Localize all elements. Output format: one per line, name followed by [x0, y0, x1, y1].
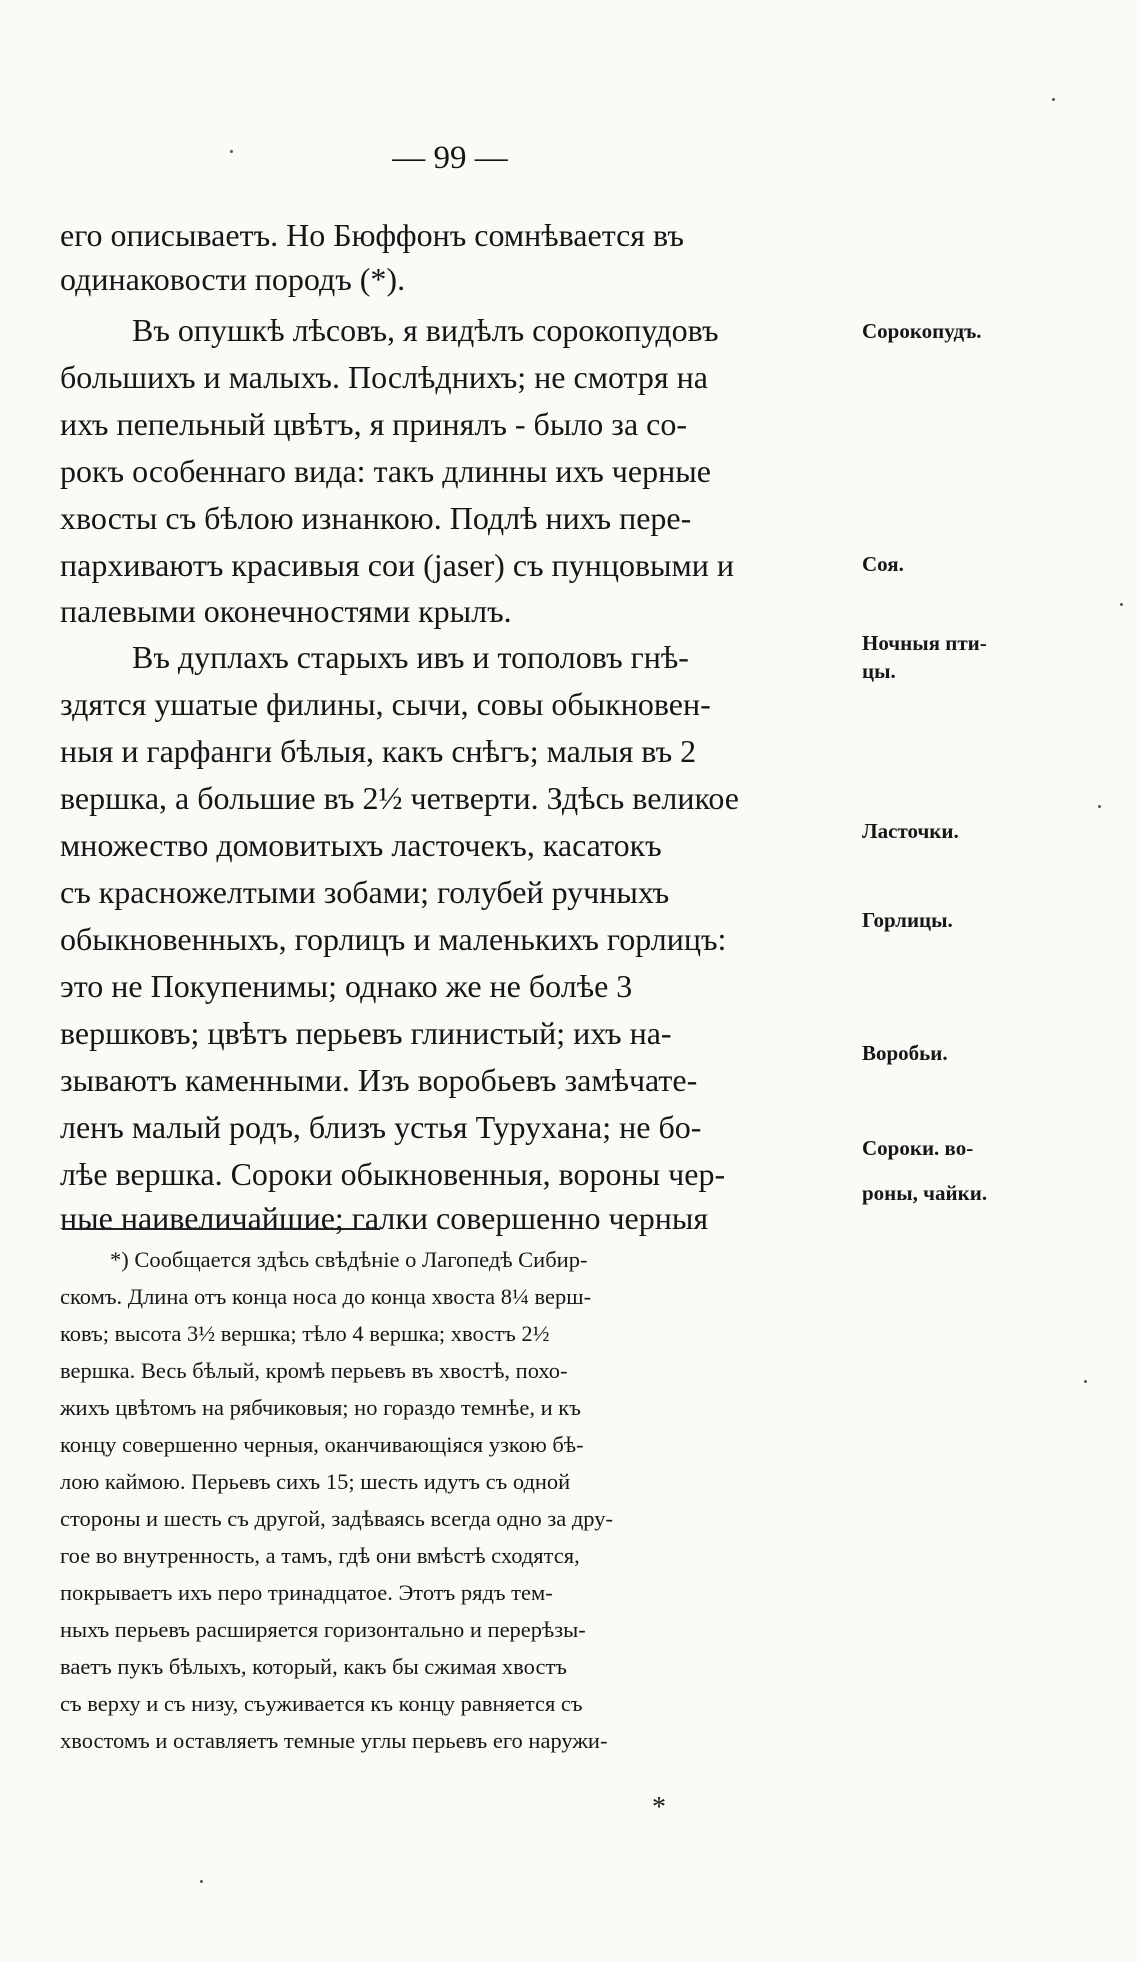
- paper-speck: [1120, 603, 1123, 606]
- body-line: ленъ малый родъ, близъ устья Турухана; не бо-: [60, 1109, 702, 1145]
- footnote-line: ныхъ перьевъ расширяется горизонтально и перерѣзы-: [60, 1617, 586, 1642]
- body-line: обыкновенныхъ, горлицъ и маленькихъ горлицъ:: [60, 921, 727, 957]
- paper-speck: [1052, 98, 1055, 101]
- body-line: ныя и гарфанги бѣлыя, какъ снѣгъ; малыя въ 2: [60, 733, 697, 769]
- body-line: Въ дуплахъ старыхъ ивъ и тополовъ гнѣ-: [132, 639, 689, 675]
- body-line: здятся ушатые филины, сычи, совы обыкновен-: [60, 686, 711, 722]
- footnote-line: гое во внутренность, а тамъ, гдѣ они вмѣстѣ сходятся,: [60, 1543, 580, 1568]
- body-line: это не Покупенимы; однако же не болѣе 3: [60, 968, 633, 1004]
- body-line: ные наивеличайшие; галки совершенно черныя: [60, 1200, 709, 1236]
- footnote-line: *) Сообщается здѣсь свѣдѣнie о Лагопедѣ Сибир-: [110, 1247, 588, 1272]
- paper-speck: [230, 150, 233, 153]
- margin-note: Ночныя пти-: [862, 631, 987, 655]
- footnote-line: стороны и шесть съ другой, задѣваясь всегда одно за дру-: [60, 1506, 613, 1531]
- body-line: зываютъ каменными. Изъ воробьевъ замѣчате-: [60, 1062, 698, 1098]
- margin-note: Сорокопудъ.: [862, 319, 982, 343]
- margin-note: Воробьи.: [862, 1041, 948, 1065]
- body-line: большихъ и малыхъ. Послѣднихъ; не смотря на: [60, 359, 708, 395]
- footnote-line: вершка. Весь бѣлый, кромѣ перьевъ въ хвостѣ, похо-: [60, 1358, 568, 1383]
- body-line: съ красножелтыми зобами; голубей ручныхъ: [60, 874, 670, 910]
- body-line: множество домовитыхъ ласточекъ, касатокъ: [60, 827, 662, 863]
- page-number: — 99 —: [392, 140, 508, 176]
- footnote-line: концу совершенно черныя, оканчивающiяся узкою бѣ-: [60, 1432, 584, 1457]
- body-line: хвосты съ бѣлою изнанкою. Подлѣ нихъ пере-: [60, 500, 692, 536]
- footnote-line: хвостомъ и оставляетъ темные углы перьевъ его наружи-: [60, 1728, 608, 1753]
- footnote-line: ваетъ пукъ бѣлыхъ, который, какъ бы сжимая хвостъ: [60, 1654, 567, 1679]
- margin-note: цы.: [862, 659, 896, 683]
- margin-note: Соя.: [862, 552, 904, 576]
- body-line: ихъ пепельный цвѣтъ, я принялъ - было за со-: [60, 406, 687, 442]
- paper-speck: [1098, 805, 1101, 808]
- body-line: лѣе вершка. Сороки обыкновенныя, вороны чер-: [60, 1156, 726, 1192]
- margin-note: роны, чайки.: [862, 1181, 988, 1205]
- footnote-line: съ верху и съ низу, съуживается къ концу равняется съ: [60, 1691, 583, 1716]
- footnote-line: покрываетъ ихъ перо тринадцатое. Этотъ рядъ тем-: [60, 1580, 553, 1605]
- footnote-line: жихъ цвѣтомъ на рябчиковыя; но гораздо темнѣе, и къ: [60, 1395, 581, 1420]
- body-line: одинаковости породъ (*).: [60, 261, 406, 297]
- body-line: пархиваютъ красивыя сои (jaser) съ пунцовыми и: [60, 547, 735, 583]
- margin-note: Ласточки.: [862, 819, 959, 843]
- body-line: палевыми оконечностями крылъ.: [60, 593, 512, 629]
- body-line: вершковъ; цвѣтъ перьевъ глинистый; ихъ на-: [60, 1015, 672, 1051]
- body-line: его описываетъ. Но Бюффонъ сомнѣвается въ: [60, 217, 684, 253]
- body-line: вершка, а большие въ 2½ четверти. Здѣсь великое: [60, 780, 739, 816]
- page-end-mark: *: [652, 1792, 666, 1823]
- footnote-line: лою каймою. Перьевъ сихъ 15; шесть идутъ съ одной: [60, 1469, 571, 1494]
- footnote-line: скомъ. Длина отъ конца носа до конца хвоста 8¼ верш-: [60, 1284, 592, 1309]
- footnote-line: ковъ; высота 3½ вершка; тѣло 4 вершка; хвостъ 2½: [60, 1321, 550, 1346]
- body-line: Въ опушкѣ лѣсовъ, я видѣлъ сорокопудовъ: [132, 312, 719, 348]
- margin-note: Горлицы.: [862, 908, 953, 932]
- margin-note: Сороки. во-: [862, 1136, 974, 1160]
- body-line: рокъ особеннаго вида: такъ длинны ихъ черные: [60, 453, 711, 489]
- footnote-rule: [62, 1228, 380, 1230]
- paper-speck: [200, 1880, 203, 1883]
- paper-speck: [1084, 1380, 1087, 1383]
